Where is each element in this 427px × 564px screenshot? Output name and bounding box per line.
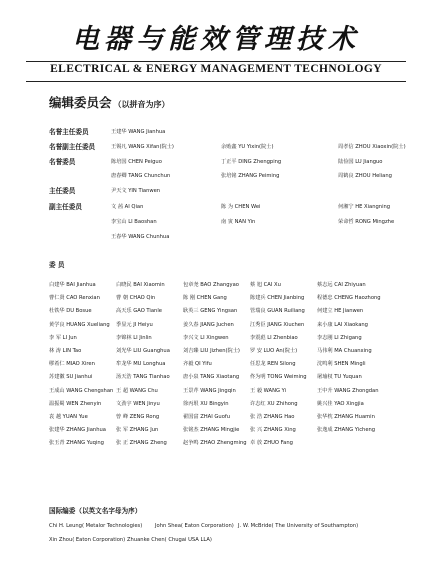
member-name: 翟国富 ZHAI Guofu — [183, 414, 230, 420]
member-name: 李志刚 LI Zhigang — [317, 334, 362, 341]
member-name: 陈建兵 CHEN Jianbing — [250, 295, 305, 302]
member-name: 蔡 旭 CAI Xu — [250, 282, 281, 288]
committee-member: 丁正平 DING Zhengping — [221, 159, 282, 165]
committee-member: 王春华 WANG Chunhua — [111, 234, 170, 240]
member-name: 赵争鸣 ZHAO Zhengming — [183, 440, 247, 447]
role-label: 名誉副主任委员 — [49, 143, 96, 151]
committee-member: 陈 为 CHEN Wei — [221, 204, 261, 210]
member-name: 管瑞良 GUAN Ruiliang — [250, 308, 305, 315]
member-name: 文劲宇 WEN Jinyu — [116, 400, 160, 407]
member-name: 张华枕 ZHANG Huamin — [317, 414, 375, 420]
member-name: 王景芹 WANG Jingqin — [183, 387, 236, 394]
member-name: 李兴文 LI Xingwen — [183, 334, 229, 341]
member-name: 江秀臣 JIANG Xiuchen — [250, 321, 305, 328]
member-name: 曹 朝 CHAO Qin — [116, 295, 156, 302]
intl-member: Zhuanke Chen( Chugai USA LLA) — [127, 537, 212, 543]
role-label: 名誉委员 — [49, 158, 76, 166]
member-name: 来小康 LAI Xiaokang — [317, 321, 368, 328]
intl-member: Chi H. Leung( Metalor Technologies) — [49, 523, 143, 529]
member-name: 沈鸣利 SHEN Mingli — [317, 361, 366, 368]
member-name: 李 军 LI Jun — [49, 334, 77, 341]
member-name: 姜久春 JIANG Juchen — [183, 321, 234, 328]
member-name: 张铭杰 ZHANG Mingjie — [183, 427, 240, 434]
member-name: 温振蜀 WEN Zhenyin — [49, 400, 102, 407]
member-name: 许志红 XU Zhihong — [250, 400, 298, 407]
member-name: 汤天浩 TANG Tianhao — [116, 374, 170, 381]
member-name: 齐毅 QI Yifu — [183, 361, 212, 368]
journal-title-en: ELECTRICAL & ENERGY MANAGEMENT TECHNOLOGY — [50, 63, 382, 75]
member-name: 白晓民 BAI Xiaomin — [116, 282, 165, 288]
committee-member: 文 茜 AI Qian — [111, 204, 144, 210]
member-name: 何建立 HE Jianwen — [317, 308, 364, 315]
member-name: 马伟利 MA Chuanxing — [317, 348, 372, 354]
member-name: 包章尧 BAO Zhangyao — [183, 282, 239, 288]
intl-member: John Shea( Eaton Corporation) — [155, 523, 234, 529]
journal-title-cn: 电器与能效管理技术 — [72, 24, 360, 55]
committee-member: 王建华 WANG Jianhua — [111, 129, 166, 135]
committee-member: 唐春卿 TANG Chunchun — [111, 173, 171, 179]
committee-member: 周孝信 ZHOU Xiaoxin(院士) — [338, 144, 406, 150]
committee-member: 荣命哲 RONG Mingzhe — [338, 219, 395, 225]
member-name: 张逸成 ZHANG Yicheng — [317, 427, 376, 434]
member-name: 杜铁华 DU Bosue — [49, 308, 92, 315]
member-name: 耿英三 GENG Yingsan — [183, 308, 238, 315]
divider-bottom — [26, 81, 406, 82]
member-name: 缪希仁 MIAO Xiren — [49, 361, 95, 368]
member-name: 白建华 BAI Jianhua — [49, 282, 96, 288]
members-heading: 委 员 — [49, 261, 65, 269]
member-name: 张 军 ZHANG Jun — [116, 427, 159, 434]
member-name: 张 正 ZHANG Zheng — [116, 440, 167, 447]
member-name: 张玉青 ZHANG Yuqing — [49, 440, 104, 447]
member-name: 王中升 WANG Zhongdan — [317, 387, 379, 394]
member-name: 陈 刚 CHEN Gang — [183, 295, 227, 302]
member-name: 张 兴 ZHANG Xing — [250, 427, 296, 434]
intl-member: Xin Zhou( Eaton Corporation) — [49, 537, 126, 543]
member-name: 高天乐 GAO Tianle — [116, 308, 162, 315]
committee-subtitle: （以拼音为序） — [113, 100, 170, 109]
committee-member: 陈培国 CHEN Peiguo — [111, 159, 162, 165]
committee-member: 尹天文 YIN Tianwen — [111, 188, 161, 194]
member-name: 牟龙华 MU Longhua — [116, 361, 166, 368]
committee-member: 张培铭 ZHANG Peiming — [221, 173, 280, 179]
member-name: 刘吉臻 LIU Jizhen(院士) — [183, 348, 240, 354]
member-name: 季显元 JI Heiyu — [116, 321, 153, 328]
committee-member: 周鹤良 ZHOU Heliang — [338, 173, 392, 179]
member-name: 张建华 ZHANG Jianhua — [49, 427, 106, 434]
committee-member: 陆俭国 LU Jianguo — [338, 159, 383, 165]
committee-member: 何湘宁 HE Xiangning — [338, 204, 391, 210]
committee-member: 王锡凡 WANG Xifan(院士) — [111, 144, 174, 150]
member-name: 曹仁贤 CAO Renxian — [49, 295, 100, 302]
committee-title: 编辑委员会 — [49, 95, 112, 110]
role-label: 主任委员 — [49, 187, 76, 195]
divider-top — [26, 61, 406, 62]
member-name: 张 浩 ZHANG Hao — [250, 414, 295, 420]
intl-member: J. W. McBride( The University of Southampton) — [238, 523, 359, 529]
member-name: 王 毅 WANG Yi — [250, 387, 287, 394]
committee-member: 余贻鑫 YU Yixin(院士) — [221, 144, 274, 150]
member-name: 徐丙垠 XU Bingyin — [183, 400, 229, 407]
member-name: 袁 越 YUAN Yue — [49, 414, 88, 420]
committee-member: 南 寅 NAN Yin — [221, 219, 256, 225]
member-name: 罗 安 LUO An(院士) — [250, 348, 298, 354]
member-name: 曾 峰 ZENG Rong — [116, 414, 160, 420]
member-name: 佟为明 TONG Weiming — [250, 374, 307, 381]
member-name: 卓 放 ZHUO Fang — [250, 440, 293, 447]
member-name: 屠瑜权 TU Yuquan — [317, 374, 362, 381]
member-name: 李锦林 LI Jinlin — [116, 334, 152, 341]
member-name: 黄学良 HUANG Xueliang — [49, 321, 110, 328]
member-name: 王成山 WANG Chengshan — [49, 387, 114, 394]
intl-heading: 国际编委（以英文名字母为序） — [49, 507, 142, 515]
member-name: 苏建徽 SU Jianhui — [49, 374, 93, 381]
member-name: 王 超 WANG Chu — [116, 387, 158, 394]
member-name: 刘光华 LIU Guanghua — [116, 348, 170, 354]
role-label: 名誉主任委员 — [49, 128, 89, 136]
member-name: 唐小泉 TANG Xiaotang — [183, 374, 240, 381]
member-name: 林 涛 LIN Tao — [49, 348, 82, 354]
role-label: 副主任委员 — [49, 203, 82, 211]
committee-heading — [49, 93, 170, 111]
member-name: 蔡志远 CAI Zhiyuan — [317, 282, 366, 288]
committee-member: 李宝山 LI Baoshan — [111, 219, 157, 225]
member-name: 任思龙 REN Silong — [250, 361, 296, 368]
member-name: 程德忠 CHENG Haozhong — [317, 295, 381, 302]
member-name: 姚兴佳 YAO Xingjia — [317, 400, 364, 407]
member-name: 李震彪 LI Zhenbiao — [250, 334, 298, 341]
